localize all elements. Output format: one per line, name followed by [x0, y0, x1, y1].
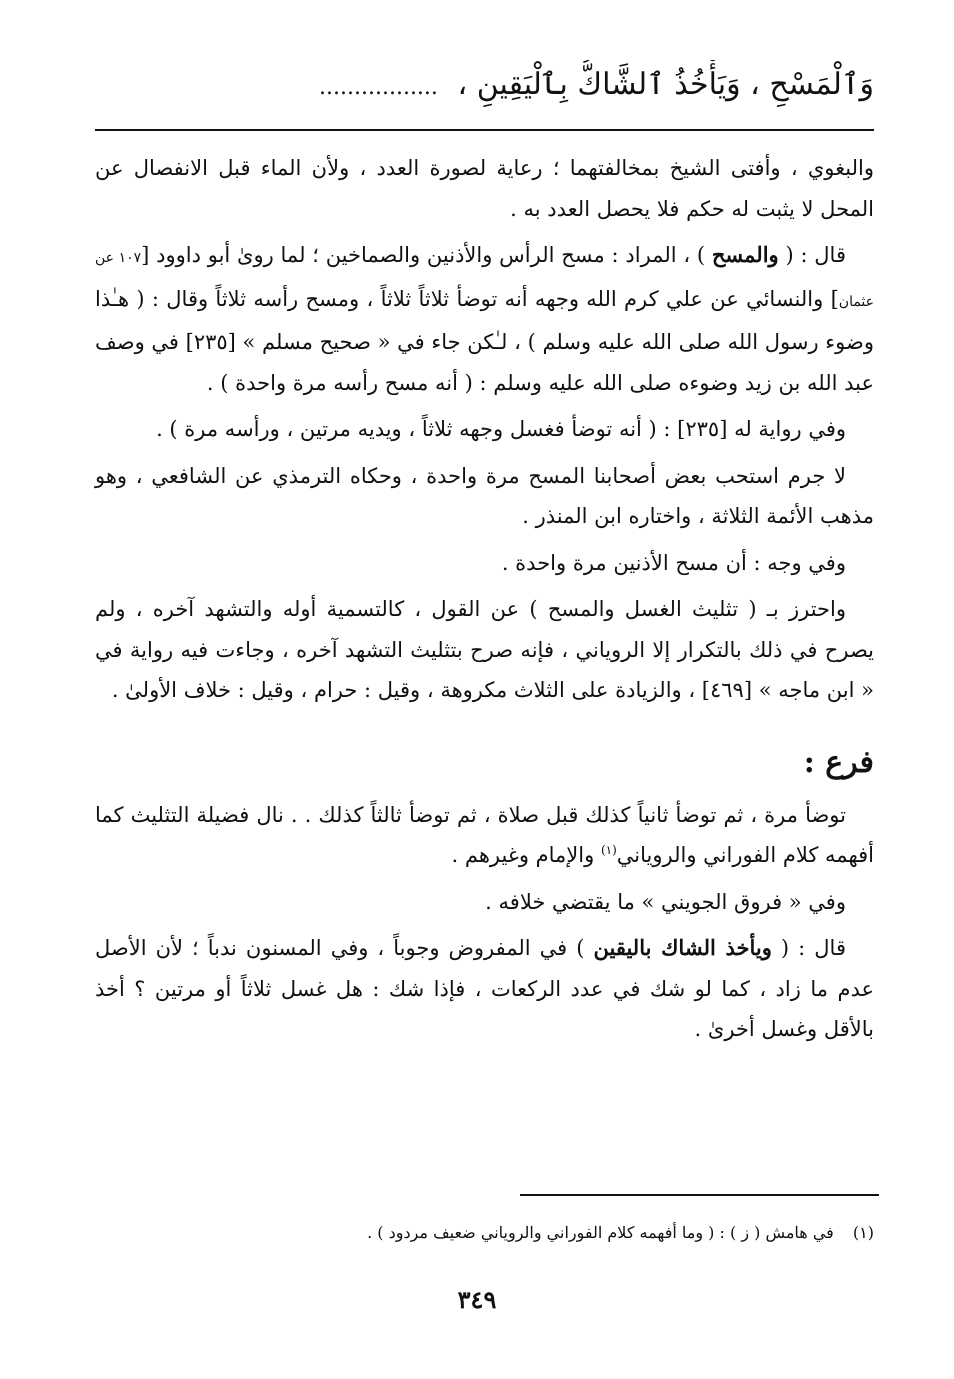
quoted-term: ويأخذ الشاك باليقين — [593, 935, 772, 960]
text-segment: واحترز بـ ( تثليث الغسل والمسح ) عن القول ، كالتسمية أوله والتشهد آخره ، ولم يصرح في ذلك بالتكرار إلا الروياني ، فإنه صرح بتثليث التشهد آخره ، وجاءت فيه رواية في « ابن ماجه » [٤٦٩] ، والزيادة على الثلاث مكروهة ، وقيل : حرام ، وقيل : خلاف الأولىٰ . — [95, 597, 874, 702]
main-text — [95, 148, 874, 1056]
footnote-rule — [520, 1194, 879, 1196]
text-segment: ) ، المراد : مسح الرأس والأذنين والصماخين ؛ لما روىٰ أبو داوود [ — [141, 243, 712, 267]
text-segment: ] والنسائي عن علي كرم الله وجهه أنه توضأ ثلاثاً ثلاثاً ، ومسح رأسه ثلاثاً وقال : ( هـٰذا وضوء رسول الله صلى الله عليه وسلم ) ، لـٰكن جاء في « صحيح مسلم » [٢٣٥] في وصف عبد الله بن زيد وضوءه صلى الله عليه وسلم : ( أنه مسح رأسه مرة واحدة ) . — [95, 286, 874, 395]
text-segment: وفي وجه : أن مسح الأذنين مرة واحدة . — [501, 550, 846, 575]
paragraph — [95, 456, 874, 537]
reference-note: ١٠٧ عن عثمان — [95, 250, 874, 310]
text-segment: قال : ( — [778, 243, 846, 267]
page-number: ٣٤٩ — [457, 1285, 497, 1314]
paragraph — [95, 589, 874, 711]
text-segment: والإمام وغيرهم . — [451, 843, 601, 867]
paragraph — [95, 543, 874, 584]
footnote — [95, 1218, 874, 1248]
header-title: وَٱلْمَسْحِ ، وَيَأْخُذُ ٱلشَّاكُّ بِٱلْيَقِينِ ، — [457, 67, 874, 102]
section-heading: فرع : — [803, 744, 874, 780]
text-segment: والبغوي ، وأفتى الشيخ بمخالفتهما ؛ رعاية لصورة العدد ، ولأن الماء قبل الانفصال عن المحل لا يثبت له حكم فلا يحصل العدد به . — [95, 156, 874, 221]
text-segment: توضأ مرة ، ثم توضأ ثانياً كذلك قبل صلاة ، ثم توضأ ثالثاً كذلك . . نال فضيلة التثليث كما أفهمه كلام الفوراني والروياني — [95, 802, 874, 867]
paragraph — [95, 148, 874, 229]
text-segment: لا جرم استحب بعض أصحابنا المسح مرة واحدة ، وحكاه الترمذي عن الشافعي ، وهو مذهب الأئمة الثلاثة ، واختاره ابن المنذر . — [95, 463, 874, 528]
paragraphs-after-heading — [95, 795, 874, 1050]
paragraph — [95, 235, 874, 403]
paragraph — [95, 928, 874, 1050]
paragraph — [95, 409, 874, 450]
footnote-marker: (١) — [600, 843, 617, 857]
paragraph — [95, 882, 874, 923]
text-segment: قال : ( — [771, 936, 846, 960]
running-header — [95, 60, 874, 110]
text-segment: ) في المفروض وجوباً ، وفي المسنون ندباً ؛ لأن الأصل عدم ما زاد ، كما لو شك في عدد الركعات ، فإذا شك : هل غسل ثلاثاً أو مرتين ؟ أخذ بالأقل وغسل أخرىٰ . — [95, 936, 874, 1041]
footnote-number: (١) — [852, 1223, 874, 1242]
footnote-text: في هامش ( ز ) : ( وما أفهمه كلام الفوراني والروياني ضعيف مردود ) . — [367, 1223, 834, 1242]
header-dots: ................. — [319, 75, 438, 100]
header-rule — [95, 129, 874, 131]
quoted-term: والمسح — [711, 242, 779, 267]
text-segment: وفي رواية له [٢٣٥] : ( أنه توضأ فغسل وجهه ثلاثاً ، ويديه مرتين ، ورأسه مرة ) . — [156, 417, 846, 441]
paragraphs-before-heading — [95, 148, 874, 711]
text-segment: وفي « فروق الجويني » ما يقتضي خلافه . — [485, 889, 846, 914]
paragraph — [95, 795, 874, 876]
